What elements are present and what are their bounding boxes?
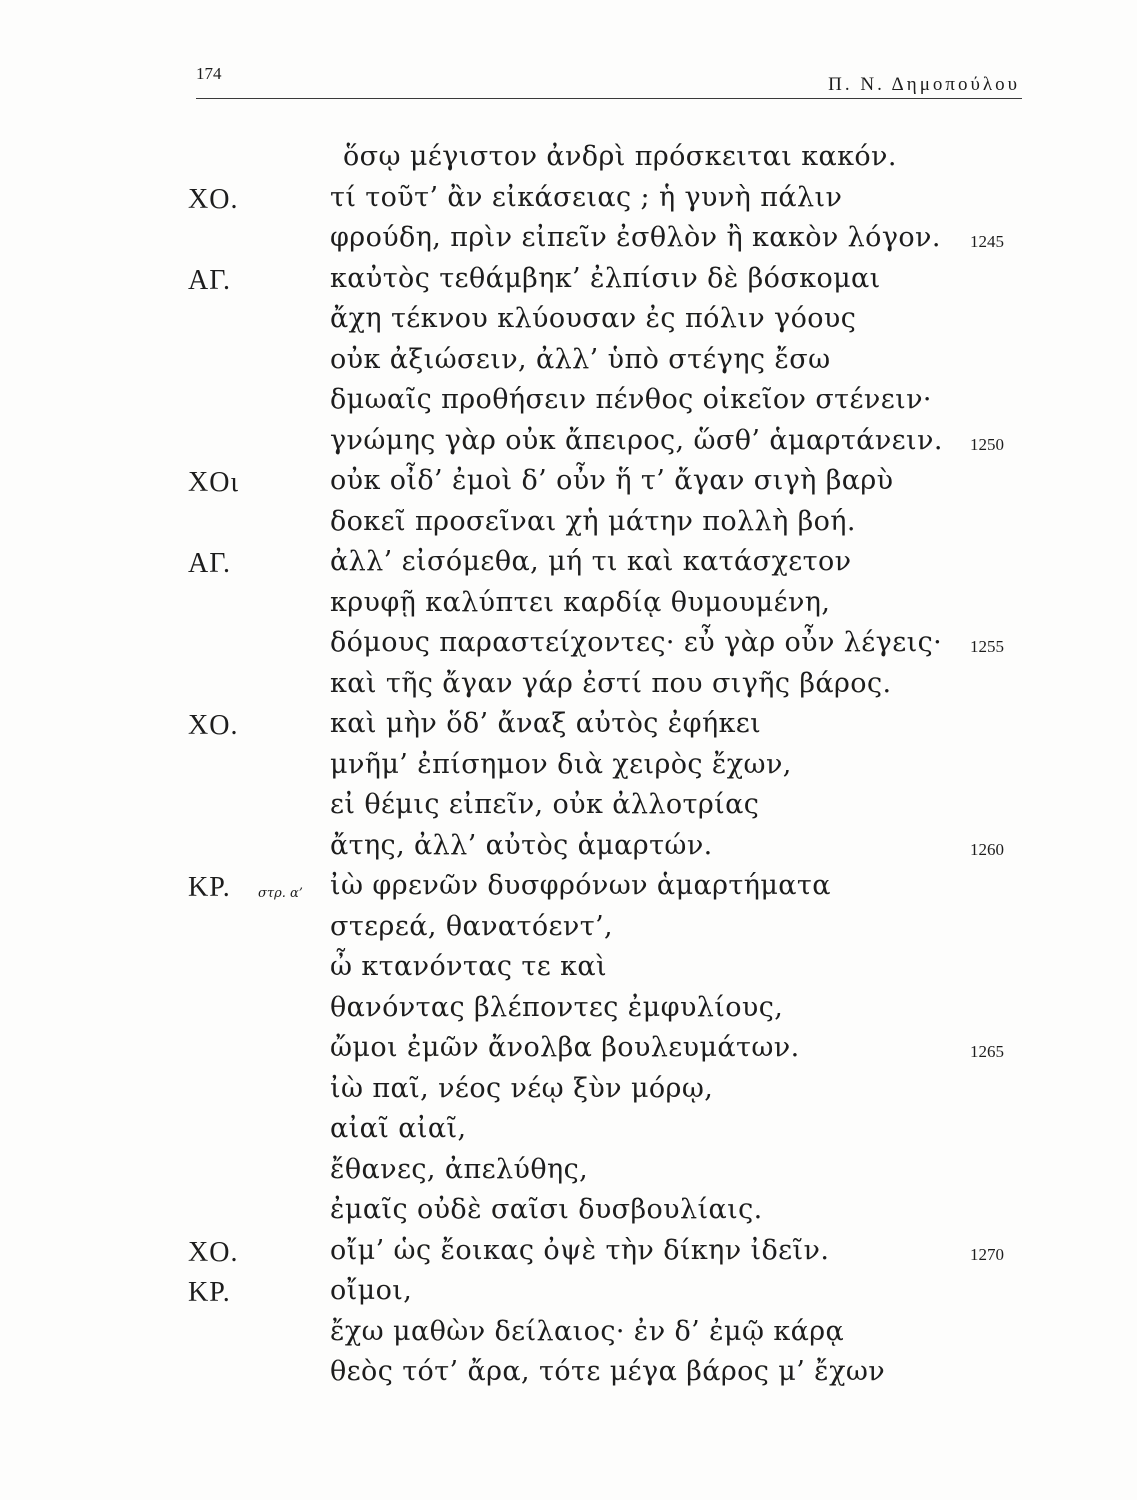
verse-line (0, 303, 1137, 347)
verse-line (0, 506, 1137, 550)
speaker-label: ΧΟ. (188, 183, 239, 215)
verse-text: ἰὼ παῖ, νέος νέῳ ξὺν μόρῳ, (330, 1072, 714, 1104)
line-number: 1265 (970, 1042, 1004, 1061)
verse-line (0, 384, 1137, 428)
line-number: 1245 (970, 232, 1004, 251)
verse-text: ἐμαῖς οὐδὲ σαῖσι δυσβουλίαις. (330, 1194, 763, 1225)
verse-line (0, 344, 1137, 388)
verse-text: ἔχω μαθὼν δείλαιος· ἐν δ’ ἐμῷ κάρᾳ (330, 1315, 845, 1347)
verse-line (0, 425, 1137, 469)
verse-text: ἄχη τέκνου κλύουσαν ἐς πόλιν γόους (330, 303, 857, 334)
verse-line (0, 749, 1137, 793)
verse-text: στερεά, θανατόεντ’, (330, 910, 614, 942)
verse-text: δοκεῖ προσεῖναι χἡ μάτην πολλὴ βοή. (330, 505, 856, 537)
verse-text: κρυφῇ καλύπτει καρδίᾳ θυμουμένη, (330, 586, 831, 618)
verse-line (0, 141, 1137, 185)
speaker-label: ΧΟ. (188, 710, 239, 741)
speaker-label: ΑΓ. (188, 264, 232, 296)
verse-line (0, 789, 1137, 833)
verse-line (0, 546, 1137, 590)
verse-text: τί τοῦτ’ ἂν εἰκάσειας ; ἡ γυνὴ πάλιν (330, 181, 843, 213)
verse-line (0, 708, 1137, 752)
verse-line (0, 1316, 1137, 1360)
verse-text: καὶ μὴν ὅδ’ ἄναξ αὐτὸς ἐφήκει (330, 708, 762, 739)
verse-line (0, 182, 1137, 226)
verse-line (0, 1073, 1137, 1117)
verse-text: φρούδη, πρὶν εἰπεῖν ἐσθλὸν ἢ κακὸν λόγον. (330, 222, 941, 253)
verse-text: γνώμης γὰρ οὐκ ἄπειρος, ὥσθ’ ἁμαρτάνειν. (330, 424, 943, 456)
verse-line (0, 992, 1137, 1036)
verse-line (0, 668, 1137, 712)
verse-text: θανόντας βλέποντες ἐμφυλίους, (330, 991, 784, 1023)
verse-line (0, 222, 1137, 266)
line-number: 1260 (970, 839, 1004, 859)
verse-line (0, 911, 1137, 955)
verse-line (0, 1032, 1137, 1076)
verse-text: δόμους παραστείχοντες· εὖ γὰρ οὖν λέγεις· (330, 627, 943, 658)
verse-text: δμωαῖς προθήσειν πένθος οἰκεῖον στένειν· (330, 384, 932, 415)
verse-text: μνῆμ’ ἐπίσημον διὰ χειρὸς ἔχων, (330, 748, 792, 780)
verse-line (0, 830, 1137, 874)
verse-line (0, 587, 1137, 631)
verse-text: ὦ κτανόντας τε καὶ (330, 951, 608, 982)
verse-line (0, 263, 1137, 307)
verse-text: οὐκ ἀξιώσειν, ἀλλ’ ὑπὸ στέγης ἔσω (330, 343, 831, 375)
verse-line (0, 1356, 1137, 1400)
verse-line (0, 951, 1137, 995)
verse-text: οἴμοι, (330, 1275, 413, 1306)
page-number: 174 (196, 64, 222, 83)
verse-text: ἰὼ φρενῶν δυσφρόνων ἁμαρτήματα (330, 870, 831, 901)
verse-text: θεὸς τότ’ ἄρα, τότε μέγα βάρος μ’ ἔχων (330, 1356, 886, 1387)
verse-line (0, 1275, 1137, 1319)
speaker-label: ΚΡ. (188, 872, 231, 903)
verse-line (0, 1194, 1137, 1238)
verse-line (0, 1235, 1137, 1279)
verse-text: οἴμ’ ὡς ἔοικας ὀψὲ τὴν δίκην ἰδεῖν. (330, 1234, 830, 1266)
speaker-label: ΧΟι (188, 467, 239, 498)
line-number: 1250 (970, 434, 1004, 454)
verse-text: ἔθανες, ἀπελύθης, (330, 1153, 589, 1185)
verse-text: οὐκ οἶδ’ ἐμοὶ δ’ οὖν ἥ τ’ ἄγαν σιγὴ βαρὺ (330, 465, 894, 496)
verse-text: εἰ θέμις εἰπεῖν, οὐκ ἀλλοτρίας (330, 789, 760, 820)
running-head: Π. Ν. Δημοπούλου (828, 74, 1020, 95)
verse-line (0, 1113, 1137, 1157)
verse-text: ὤμοι ἐμῶν ἄνολβα βουλευμάτων. (330, 1032, 800, 1063)
strophe-marker: στρ. α’ (258, 886, 303, 901)
verse-text: ἀλλ’ εἰσόμεθα, μή τι καὶ κατάσχετον (330, 546, 852, 577)
verse-text: ἄτης, ἀλλ’ αὐτὸς ἁμαρτών. (330, 829, 713, 861)
verse-line (0, 627, 1137, 671)
verse-line (0, 870, 1137, 914)
speaker-label: ΑΓ. (188, 548, 232, 579)
speaker-label: ΚΡ. (188, 1277, 231, 1308)
page-header (196, 58, 1022, 99)
verse-text: καὶ τῆς ἄγαν γάρ ἐστί που σιγῆς βάρος. (330, 667, 892, 699)
verse-text: αἰαῖ αἰαῖ, (330, 1113, 467, 1144)
line-number: 1255 (970, 637, 1004, 656)
verse-text: καὐτὸς τεθάμβηκ’ ἐλπίσιν δὲ βόσκομαι (330, 262, 881, 294)
speaker-label: ΧΟ. (188, 1236, 239, 1268)
verse-text: ὅσῳ μέγιστον ἀνδρὶ πρόσκειται κακόν. (343, 141, 897, 172)
line-number: 1270 (970, 1244, 1004, 1264)
verse-line (0, 1154, 1137, 1198)
verse-line (0, 465, 1137, 509)
